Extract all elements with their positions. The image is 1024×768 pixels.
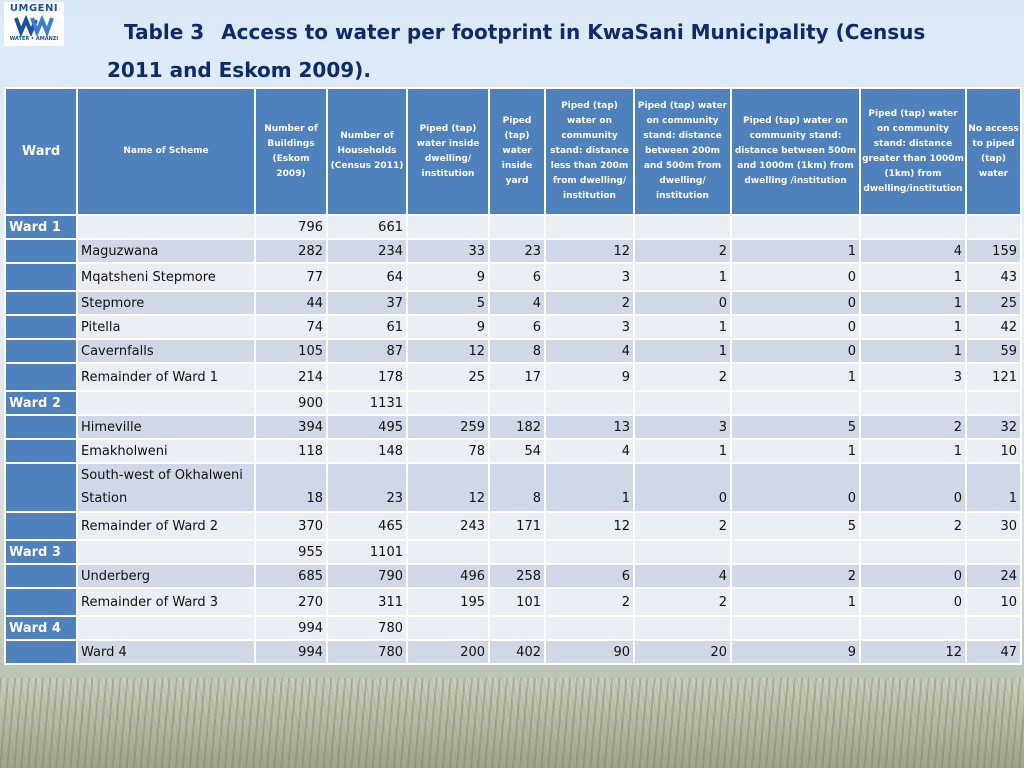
- value-cell: 402: [489, 640, 545, 664]
- value-cell: 0: [860, 588, 966, 616]
- value-cell: [731, 391, 860, 415]
- value-cell: 4: [860, 239, 966, 263]
- value-cell: 1: [545, 463, 634, 512]
- value-cell: [407, 215, 489, 239]
- ward-cell: [5, 564, 77, 588]
- title-text-1: Access to water per footprint in KwaSani Municipality (Census: [221, 20, 926, 44]
- value-cell: [731, 540, 860, 564]
- scheme-name-cell: Stepmore: [77, 291, 255, 315]
- value-cell: 311: [327, 588, 407, 616]
- value-cell: [731, 616, 860, 640]
- ward-cell: Ward 1: [5, 215, 77, 239]
- ward-cell: [5, 415, 77, 439]
- value-cell: 1: [731, 363, 860, 391]
- value-cell: 1: [860, 263, 966, 291]
- value-cell: 6: [545, 564, 634, 588]
- value-cell: 496: [407, 564, 489, 588]
- value-cell: 12: [860, 640, 966, 664]
- value-cell: [634, 215, 731, 239]
- value-cell: 796: [255, 215, 327, 239]
- value-cell: 1: [860, 339, 966, 363]
- scheme-name-cell: Remainder of Ward 3: [77, 588, 255, 616]
- value-cell: 0: [731, 463, 860, 512]
- water-wave-icon: [12, 14, 56, 36]
- scheme-name-cell: Remainder of Ward 2: [77, 512, 255, 540]
- value-cell: [489, 215, 545, 239]
- value-cell: [966, 540, 1021, 564]
- value-cell: 4: [545, 339, 634, 363]
- table-row: [5, 415, 1021, 439]
- value-cell: 12: [407, 339, 489, 363]
- value-cell: 200: [407, 640, 489, 664]
- scheme-name-cell: Cavernfalls: [77, 339, 255, 363]
- value-cell: 1: [860, 315, 966, 339]
- value-cell: 394: [255, 415, 327, 439]
- value-cell: 118: [255, 439, 327, 463]
- value-cell: 282: [255, 239, 327, 263]
- value-cell: [731, 215, 860, 239]
- value-cell: [489, 391, 545, 415]
- value-cell: 5: [731, 415, 860, 439]
- value-cell: 24: [966, 564, 1021, 588]
- value-cell: 59: [966, 339, 1021, 363]
- value-cell: 13: [545, 415, 634, 439]
- value-cell: 790: [327, 564, 407, 588]
- table-row: [5, 564, 1021, 588]
- table-number: Table 3: [124, 20, 205, 44]
- ward-cell: [5, 640, 77, 664]
- value-cell: 2: [731, 564, 860, 588]
- page-title: [107, 13, 947, 89]
- value-cell: 2: [634, 363, 731, 391]
- background-grass: [0, 678, 1024, 768]
- value-cell: 0: [860, 463, 966, 512]
- value-cell: 1101: [327, 540, 407, 564]
- value-cell: 900: [255, 391, 327, 415]
- value-cell: 23: [327, 463, 407, 512]
- value-cell: 1: [860, 291, 966, 315]
- value-cell: 74: [255, 315, 327, 339]
- value-cell: [489, 616, 545, 640]
- ward-cell: [5, 588, 77, 616]
- value-cell: 2: [634, 239, 731, 263]
- header-scheme-name: Name of Scheme: [77, 88, 255, 215]
- value-cell: 2: [860, 415, 966, 439]
- ward-cell: Ward 4: [5, 616, 77, 640]
- value-cell: [860, 391, 966, 415]
- value-cell: 9: [407, 315, 489, 339]
- value-cell: [489, 540, 545, 564]
- value-cell: 9: [407, 263, 489, 291]
- value-cell: [966, 391, 1021, 415]
- value-cell: 243: [407, 512, 489, 540]
- value-cell: 1: [634, 315, 731, 339]
- title-line-1: [107, 13, 947, 51]
- value-cell: 3: [860, 363, 966, 391]
- value-cell: 195: [407, 588, 489, 616]
- value-cell: 994: [255, 640, 327, 664]
- value-cell: 4: [634, 564, 731, 588]
- value-cell: 101: [489, 588, 545, 616]
- value-cell: 64: [327, 263, 407, 291]
- scheme-name-cell: Pitella: [77, 315, 255, 339]
- scheme-name-cell: [77, 540, 255, 564]
- value-cell: 2: [634, 512, 731, 540]
- value-cell: 6: [489, 263, 545, 291]
- value-cell: 148: [327, 439, 407, 463]
- value-cell: 9: [545, 363, 634, 391]
- value-cell: 17: [489, 363, 545, 391]
- value-cell: 23: [489, 239, 545, 263]
- value-cell: 0: [731, 339, 860, 363]
- value-cell: 0: [731, 315, 860, 339]
- value-cell: [860, 616, 966, 640]
- value-cell: 495: [327, 415, 407, 439]
- value-cell: 1: [634, 263, 731, 291]
- value-cell: 9: [731, 640, 860, 664]
- value-cell: 87: [327, 339, 407, 363]
- value-cell: 0: [634, 291, 731, 315]
- value-cell: 121: [966, 363, 1021, 391]
- value-cell: 1: [731, 239, 860, 263]
- value-cell: 1: [731, 588, 860, 616]
- value-cell: 5: [407, 291, 489, 315]
- scheme-name-cell: Remainder of Ward 1: [77, 363, 255, 391]
- value-cell: [966, 215, 1021, 239]
- value-cell: 2: [860, 512, 966, 540]
- table-body: [5, 215, 1021, 664]
- value-cell: 4: [545, 439, 634, 463]
- value-cell: 25: [966, 291, 1021, 315]
- scheme-name-cell: Underberg: [77, 564, 255, 588]
- value-cell: 61: [327, 315, 407, 339]
- value-cell: [545, 215, 634, 239]
- value-cell: 30: [966, 512, 1021, 540]
- table-row: [5, 439, 1021, 463]
- value-cell: 661: [327, 215, 407, 239]
- value-cell: 25: [407, 363, 489, 391]
- value-cell: 1: [860, 439, 966, 463]
- value-cell: 234: [327, 239, 407, 263]
- value-cell: 370: [255, 512, 327, 540]
- value-cell: 1: [731, 439, 860, 463]
- header-no-access: No access to piped (tap) water: [966, 88, 1021, 215]
- ward-cell: [5, 291, 77, 315]
- value-cell: [407, 540, 489, 564]
- scheme-name-cell: [77, 391, 255, 415]
- value-cell: 2: [545, 588, 634, 616]
- value-cell: [860, 540, 966, 564]
- table-row: [5, 339, 1021, 363]
- value-cell: [407, 616, 489, 640]
- value-cell: 214: [255, 363, 327, 391]
- table-header-row: [5, 88, 1021, 215]
- value-cell: 2: [634, 588, 731, 616]
- value-cell: 4: [489, 291, 545, 315]
- header-households: Number of Households (Census 2011): [327, 88, 407, 215]
- value-cell: [545, 540, 634, 564]
- ward-cell: Ward 3: [5, 540, 77, 564]
- ward-row: [5, 391, 1021, 415]
- ward-cell: [5, 339, 77, 363]
- header-buildings: Number of Buildings (Eskom 2009): [255, 88, 327, 215]
- scheme-name-cell: South-west of Okhalweni Station: [77, 463, 255, 512]
- value-cell: 20: [634, 640, 731, 664]
- value-cell: 8: [489, 463, 545, 512]
- value-cell: 12: [545, 239, 634, 263]
- value-cell: 54: [489, 439, 545, 463]
- value-cell: 3: [545, 315, 634, 339]
- value-cell: 32: [966, 415, 1021, 439]
- ward-cell: [5, 363, 77, 391]
- ward-row: [5, 616, 1021, 640]
- value-cell: 685: [255, 564, 327, 588]
- value-cell: 0: [731, 263, 860, 291]
- ward-cell: [5, 463, 77, 512]
- value-cell: 3: [634, 415, 731, 439]
- value-cell: 10: [966, 439, 1021, 463]
- header-ward: Ward: [5, 88, 77, 215]
- value-cell: 37: [327, 291, 407, 315]
- scheme-name-cell: Maguzwana: [77, 239, 255, 263]
- value-cell: 78: [407, 439, 489, 463]
- ward-cell: [5, 315, 77, 339]
- value-cell: 1: [966, 463, 1021, 512]
- header-over-1000m: Piped (tap) water on community stand: distance greater than 1000m (1km) from dwelling/institution: [860, 88, 966, 215]
- ward-row: [5, 215, 1021, 239]
- value-cell: 47: [966, 640, 1021, 664]
- value-cell: 10: [966, 588, 1021, 616]
- value-cell: [966, 616, 1021, 640]
- ward-row: [5, 540, 1021, 564]
- value-cell: 0: [731, 291, 860, 315]
- value-cell: 105: [255, 339, 327, 363]
- value-cell: 43: [966, 263, 1021, 291]
- scheme-name-cell: [77, 616, 255, 640]
- scheme-name-cell: [77, 215, 255, 239]
- value-cell: 12: [407, 463, 489, 512]
- scheme-name-cell: Emakholweni: [77, 439, 255, 463]
- value-cell: 465: [327, 512, 407, 540]
- table-row: [5, 291, 1021, 315]
- table-row: [5, 512, 1021, 540]
- value-cell: 3: [545, 263, 634, 291]
- value-cell: [407, 391, 489, 415]
- value-cell: 994: [255, 616, 327, 640]
- value-cell: [545, 391, 634, 415]
- value-cell: 5: [731, 512, 860, 540]
- ward-cell: [5, 263, 77, 291]
- value-cell: 90: [545, 640, 634, 664]
- value-cell: 259: [407, 415, 489, 439]
- value-cell: 2: [545, 291, 634, 315]
- value-cell: 1131: [327, 391, 407, 415]
- header-under-200m: Piped (tap) water on community stand: distance less than 200m from dwelling/ institution: [545, 88, 634, 215]
- value-cell: 780: [327, 616, 407, 640]
- value-cell: 77: [255, 263, 327, 291]
- value-cell: 12: [545, 512, 634, 540]
- scheme-name-cell: Mqatsheni Stepmore: [77, 263, 255, 291]
- value-cell: 1: [634, 339, 731, 363]
- value-cell: 33: [407, 239, 489, 263]
- value-cell: 270: [255, 588, 327, 616]
- value-cell: 6: [489, 315, 545, 339]
- header-inside-yard: Piped (tap) water inside yard: [489, 88, 545, 215]
- header-500m-1000m: Piped (tap) water on community stand: distance between 500m and 1000m (1km) from dwelling /institution: [731, 88, 860, 215]
- value-cell: 171: [489, 512, 545, 540]
- value-cell: 258: [489, 564, 545, 588]
- value-cell: [634, 540, 731, 564]
- umgeni-logo: [4, 2, 64, 46]
- table-row: [5, 363, 1021, 391]
- value-cell: [634, 391, 731, 415]
- table-row: [5, 463, 1021, 512]
- value-cell: 42: [966, 315, 1021, 339]
- scheme-name-cell: Ward 4: [77, 640, 255, 664]
- value-cell: [634, 616, 731, 640]
- value-cell: 0: [860, 564, 966, 588]
- table-row: [5, 588, 1021, 616]
- ward-cell: [5, 512, 77, 540]
- value-cell: 178: [327, 363, 407, 391]
- value-cell: [860, 215, 966, 239]
- title-line-2: 2011 and Eskom 2009).: [107, 58, 371, 82]
- ward-cell: [5, 439, 77, 463]
- header-200m-500m: Piped (tap) water on community stand: distance between 200m and 500m from dwelling/ institution: [634, 88, 731, 215]
- value-cell: [545, 616, 634, 640]
- water-access-table: [4, 87, 1022, 665]
- value-cell: 8: [489, 339, 545, 363]
- value-cell: 780: [327, 640, 407, 664]
- header-inside-dwelling: Piped (tap) water inside dwelling/ institution: [407, 88, 489, 215]
- value-cell: 0: [634, 463, 731, 512]
- table-row: [5, 239, 1021, 263]
- value-cell: 159: [966, 239, 1021, 263]
- value-cell: 18: [255, 463, 327, 512]
- ward-cell: Ward 2: [5, 391, 77, 415]
- value-cell: 955: [255, 540, 327, 564]
- value-cell: 1: [634, 439, 731, 463]
- table-row: [5, 640, 1021, 664]
- value-cell: 182: [489, 415, 545, 439]
- value-cell: 44: [255, 291, 327, 315]
- scheme-name-cell: Himeville: [77, 415, 255, 439]
- logo-wordmark: UMGENI: [9, 3, 59, 14]
- table-row: [5, 263, 1021, 291]
- ward-cell: [5, 239, 77, 263]
- logo-tagline: WATER • AMANZI: [9, 36, 59, 42]
- table-row: [5, 315, 1021, 339]
